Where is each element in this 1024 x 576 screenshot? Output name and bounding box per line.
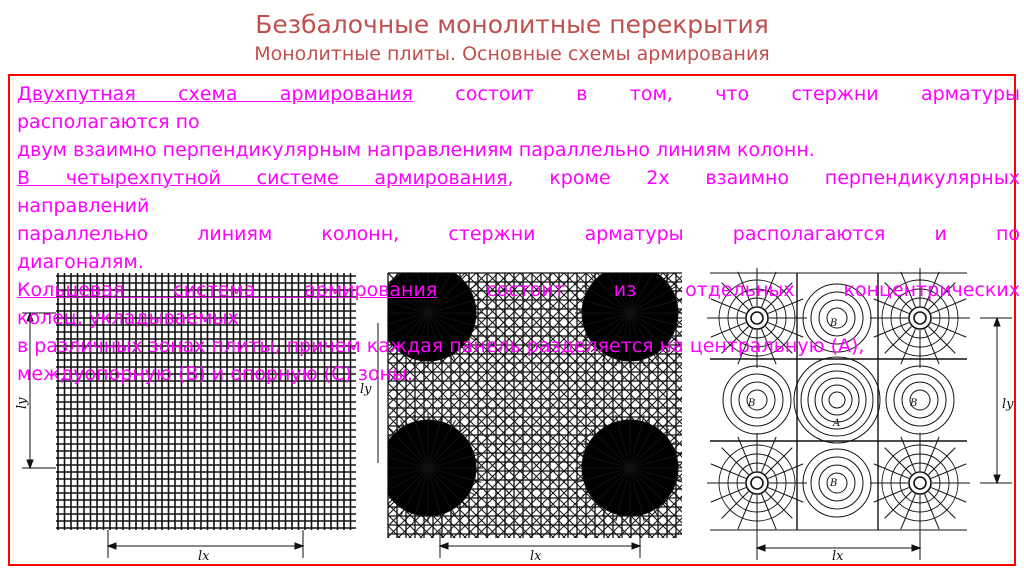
term-four-way: В четырехпутной системе армирования (17, 167, 508, 189)
paragraph-two-way-line3: двум взаимно перпендикулярным направлениям параллельно линиям колонн. (17, 139, 815, 161)
zone-b-label-right: B (910, 398, 918, 409)
zone-b-label-left: B (748, 398, 756, 409)
paragraph-four-way-line4: диагоналям. (17, 251, 144, 273)
dim-y-label: ly (15, 397, 30, 409)
paragraph-ring-line1: Кольцевая система армирования состоит из отдельных концентрических (17, 279, 1020, 301)
term-ring: Кольцевая система армирования (17, 279, 438, 301)
dim-x-label: lx (530, 549, 542, 564)
dim-x-label: lx (198, 549, 210, 564)
paragraph-four-way-line1: В четырехпутной системе армирования, кроме 2х взаимно перпендикулярных (17, 167, 1020, 189)
paragraph-two-way-line1: Двухпутная схема армирования состоит в том, что стержни арматуры (17, 83, 1020, 105)
zone-b-label-top: B (830, 318, 838, 329)
paragraph-four-way-line2: направлений (17, 195, 150, 217)
slide-subtitle: Монолитные плиты. Основные схемы армирования (254, 43, 770, 65)
paragraph-ring-line2: колец, укладываемых (17, 307, 239, 329)
dim-y-label: ly (360, 382, 372, 397)
paragraph-ring-line4: междуопорную (В) и опорную (С) зоны. (17, 363, 413, 385)
slide-title: Безбалочные монолитные перекрытия (255, 10, 769, 39)
term-two-way: Двухпутная схема армирования (17, 83, 413, 105)
paragraph-two-way-line2: располагаются по (17, 111, 200, 133)
dim-x-label: lx (832, 549, 844, 564)
zone-a-label: A (833, 418, 841, 429)
paragraph-ring-line3: в различных зонах плиты, причем каждая панель разделяется на центральную (А), (17, 335, 865, 357)
paragraph-four-way-line3: параллельно линиям колонн, стержни арматуры располагаются и по (17, 223, 1020, 245)
body-text (17, 80, 1020, 388)
zone-b-label-bottom: B (830, 478, 838, 489)
dim-y-label: ly (1002, 397, 1014, 412)
